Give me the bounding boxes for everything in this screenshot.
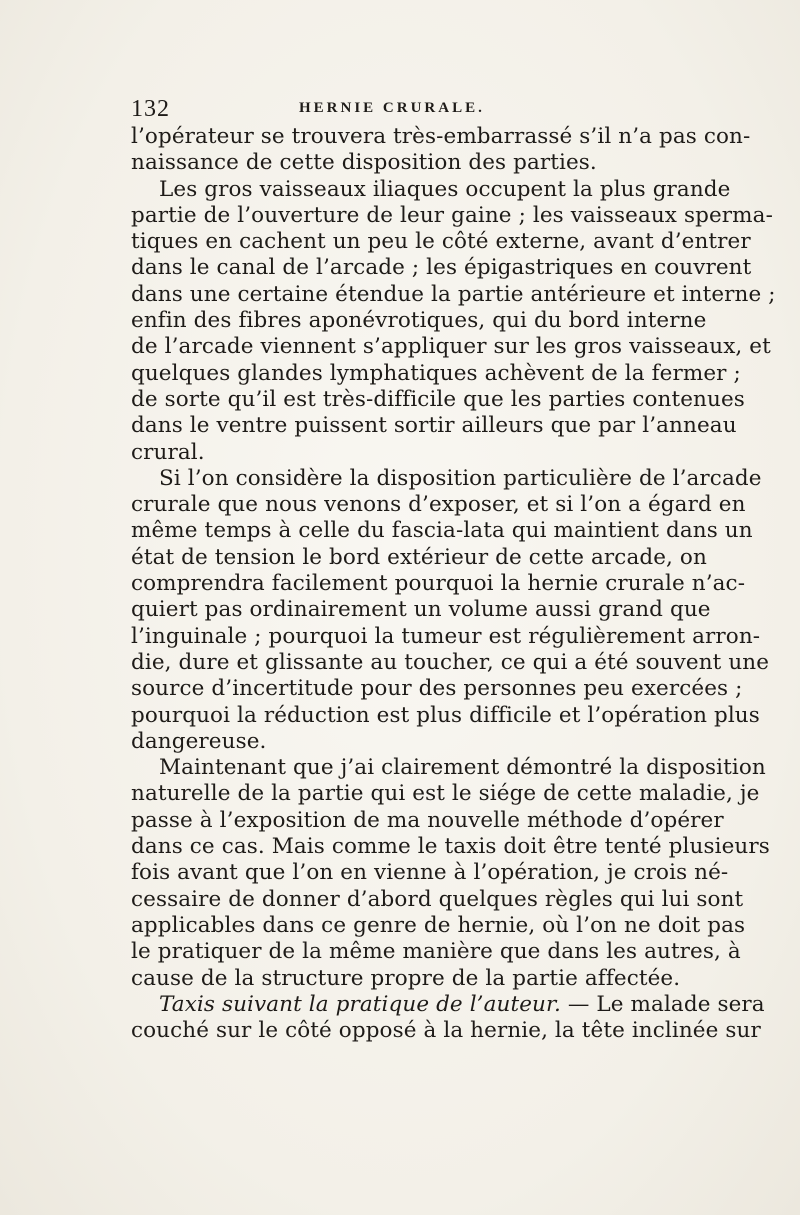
text-line-taxis <box>131 991 765 1018</box>
text-line: Si l’on considère la disposition particulière de l’arcade <box>159 465 762 491</box>
text-line: l’opérateur se trouvera très-embarrassé s’il n’a pas con- <box>131 124 751 149</box>
text-line: enfin des fibres aponévrotiques, qui du bord interne <box>131 308 707 334</box>
text-line: partie de l’ouverture de leur gaine ; les vaisseaux sperma- <box>131 202 773 228</box>
text-line: dans une certaine étendue la partie antérieure et interne ; <box>131 281 776 307</box>
text-line: Maintenant que j’ai clairement démontré la disposition <box>159 755 766 781</box>
text-line: comprendra facilement pourquoi la hernie crurale n’ac- <box>131 571 746 597</box>
text-run: — Le malade sera <box>560 991 765 1017</box>
body-text <box>131 124 776 1044</box>
text-line: le pratiquer de la même manière que dans les autres, à <box>131 939 741 965</box>
text-line: fois avant que l’on en vienne à l’opération, je crois né- <box>131 860 729 886</box>
text-line: de l’arcade viennent s’appliquer sur les gros vaisseaux, et <box>131 334 771 360</box>
text-line: pourquoi la réduction est plus difficile et l’opération plus <box>131 702 760 728</box>
text-line: source d’incertitude pour des personnes peu exercées ; <box>131 676 743 702</box>
text-line: dans le ventre puissent sortir ailleurs que par l’anneau <box>131 413 737 439</box>
text-line: naturelle de la partie qui est le siége de cette maladie, je <box>131 781 760 807</box>
text-line: applicables dans ce genre de hernie, où l’on ne doit pas <box>131 912 746 938</box>
text-line: crurale que nous venons d’exposer, et si l’on a égard en <box>131 492 746 518</box>
page-number: 132 <box>131 96 170 122</box>
text-line: quelques glandes lymphatiques achèvent de la fermer ; <box>131 360 741 386</box>
text-line: l’inguinale ; pourquoi la tumeur est régulièrement arron- <box>131 623 761 649</box>
text-line: Les gros vaisseaux iliaques occupent la plus grande <box>159 176 731 202</box>
text-line: cessaire de donner d’abord quelques règles qui lui sont <box>131 886 744 912</box>
text-line: couché sur le côté opposé à la hernie, la tête inclinée sur <box>131 1018 761 1044</box>
running-head: HERNIE CRURALE. <box>299 100 485 116</box>
text-line: passe à l’exposition de ma nouvelle méthode d’opérer <box>131 807 724 833</box>
text-line: dans le canal de l’arcade ; les épigastriques en couvrent <box>131 255 752 281</box>
page-header <box>131 96 671 124</box>
text-line: cause de la structure propre de la partie affectée. <box>131 965 681 991</box>
text-line: de sorte qu’il est très-difficile que les parties contenues <box>131 386 745 412</box>
text-line: quiert pas ordinairement un volume aussi grand que <box>131 597 711 623</box>
text-line: naissance de cette disposition des parties. <box>131 150 597 176</box>
text-line: dans ce cas. Mais comme le taxis doit être tenté plusieurs <box>131 834 770 860</box>
text-line: tiques en cachent un peu le côté externe, avant d’entrer <box>131 229 751 255</box>
text-line: même temps à celle du fascia-lata qui maintient dans un <box>131 518 753 544</box>
section-heading-taxis: Taxis suivant la pratique de l’auteur. <box>159 991 561 1017</box>
text-line: état de tension le bord extérieur de cette arcade, on <box>131 544 707 570</box>
text-line: crural. <box>131 439 205 465</box>
text-line: die, dure et glissante au toucher, ce qui a été souvent une <box>131 649 770 675</box>
text-line: dangereuse. <box>131 728 267 754</box>
